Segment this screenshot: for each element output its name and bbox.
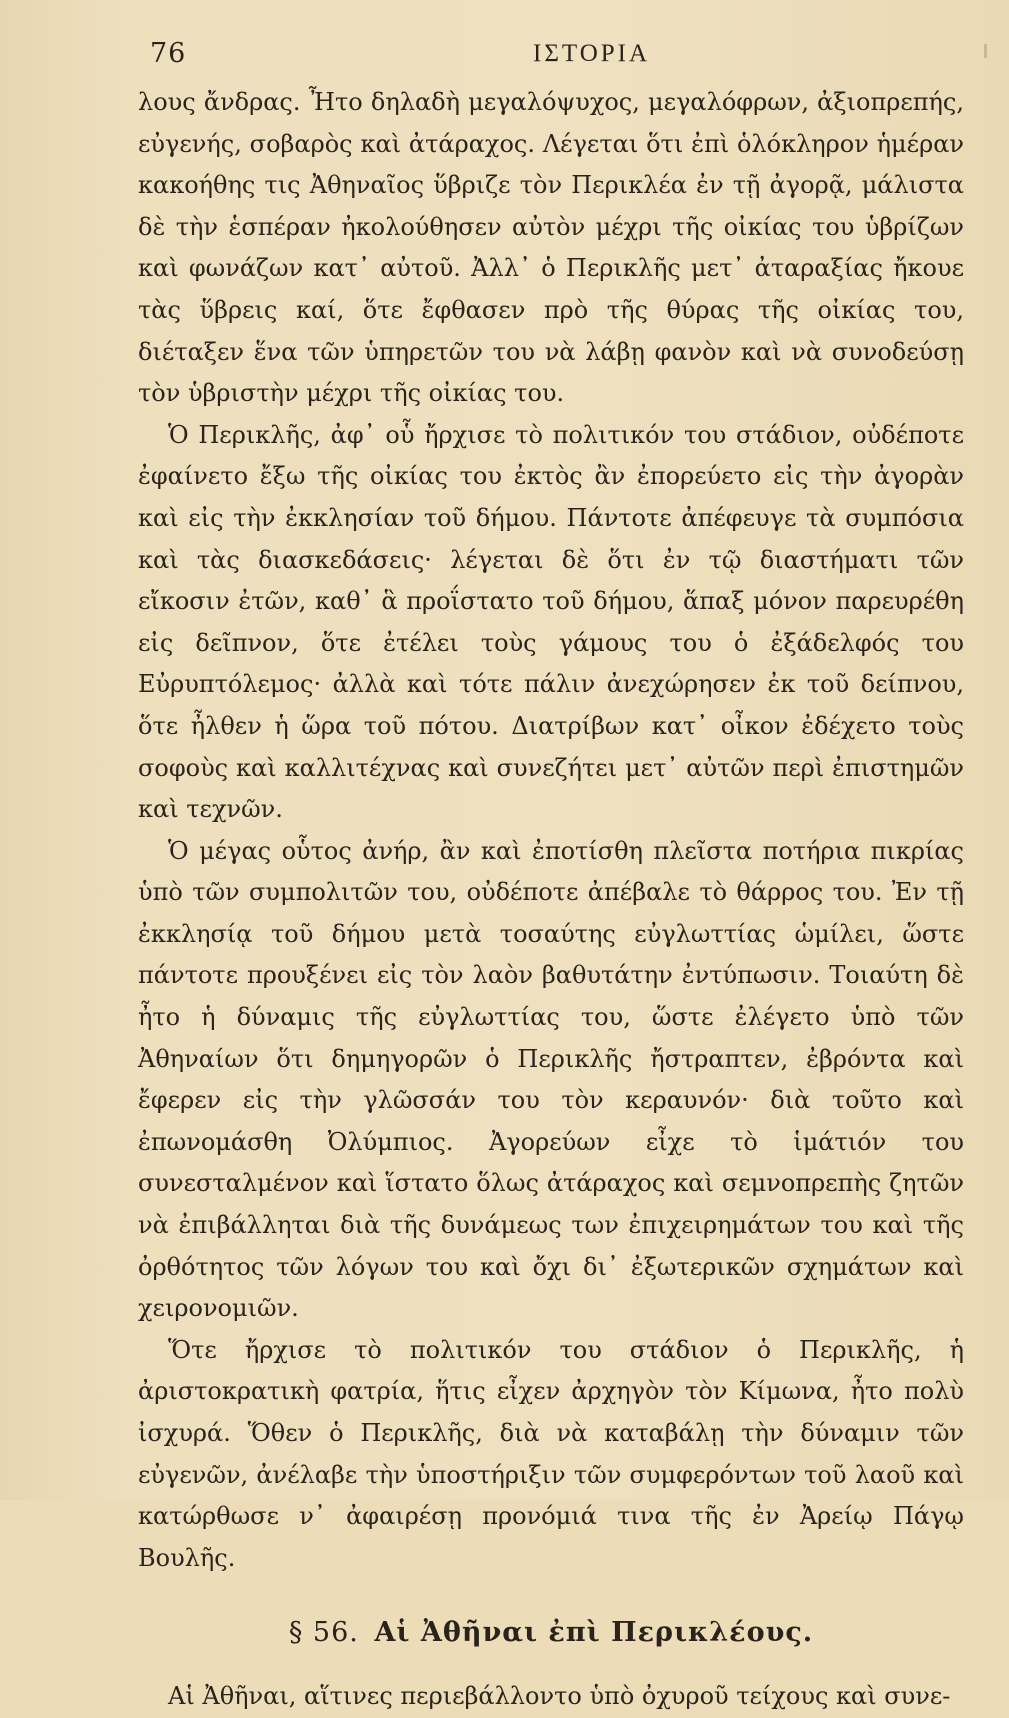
page-header: [138, 34, 938, 74]
section-heading: [138, 1612, 964, 1654]
body-text: [138, 82, 964, 1718]
paragraph-4: Ὅτε ἤρχισε τὸ πολιτικόν του στάδιον ὁ Περικλῆς, ἡ ἀριστοκρατικὴ φατρία, ἥτις εἶχεν ἀρχηγὸν τὸν Κίμωνα, ἦτο πολὺ ἰσχυρά. Ὅθεν ὁ Περικλῆς, διὰ νὰ καταβάλῃ τὴν δύναμιν τῶν εὐγενῶν, ἀνέλαβε τὴν ὑποστήριξιν τῶν συμφερόντων τοῦ λαοῦ καὶ κατώρθωσε ν᾽ ἀφαιρέσῃ προνόμιά τινα τῆς ἐν Ἀρείῳ Πάγῳ Βουλῆς.: [138, 1335, 964, 1572]
running-head: ΙΣΤΟΡΙΑ: [533, 40, 651, 67]
section-title: Αἱ Ἀθῆναι ἐπὶ Περικλέους.: [374, 1617, 814, 1649]
paragraph-3: Ὁ μέγας οὗτος ἀνήρ, ἂν καὶ ἐποτίσθη πλεῖστα ποτήρια πικρίας ὑπὸ τῶν συμπολιτῶν του, οὐδέποτε ἀπέβαλε τὸ θάρρος του. Ἐν τῇ ἐκκλησίᾳ τοῦ δήμου μετὰ τοσαύτης εὐγλωττίας ὡμίλει, ὥστε πάντοτε προυξένει εἰς τὸν λαὸν βαθυτάτην ἐντύπωσιν. Τοιαύτη δὲ ἦτο ἡ δύναμις τῆς εὐγλωττίας του, ὥστε ἐλέγετο ὑπὸ τῶν Ἀθηναίων ὅτι δημηγορῶν ὁ Περικλῆς ἤστραπτεν, ἐβρόντα καὶ ἔφερεν εἰς τὴν γλῶσσάν του τὸν κεραυνόν· διὰ τοῦτο καὶ ἐπωνομάσθη Ὀλύμπιος. Ἀγορεύων εἶχε τὸ ἱμάτιόν του συνεσταλμένον καὶ ἵστατο ὅλως ἀτάραχος καὶ σεμνοπρεπὴς ζητῶν νὰ ἐπιβάλληται διὰ τῆς δυνάμεως των ἐπιχειρημάτων του καὶ τῆς ὀρθότητος τῶν λόγων του καὶ ὄχι δι᾽ ἐξωτερικῶν σχημάτων καὶ χειρονομιῶν.: [138, 836, 964, 1323]
section-number: § 56.: [288, 1617, 359, 1649]
paragraph-1: λους ἄνδρας. Ἦτο δηλαδὴ μεγαλόψυχος, μεγαλόφρων, ἀξιοπρεπής, εὐγενής, σοβαρὸς καὶ ἀτάραχος. Λέγεται ὅτι ἐπὶ ὁλόκληρον ἡμέραν κακοήθης τις Ἀθηναῖος ὕβριζε τὸν Περικλέα ἐν τῇ ἀγορᾷ, μάλιστα δὲ τὴν ἑσπέραν ἠκολούθησεν αὐτὸν μέχρι τῆς οἰκίας του ὑβρίζων καὶ φωνάζων κατ᾽ αὐτοῦ. Ἀλλ᾽ ὁ Περικλῆς μετ᾽ ἀταραξίας ἤκουε τὰς ὕβρεις καί, ὅτε ἔφθασεν πρὸ τῆς θύρας τῆς οἰκίας του, διέταξεν ἕνα τῶν ὑπηρετῶν του νὰ λάβῃ φανὸν καὶ νὰ συνοδεύσῃ τὸν ὑβριστὴν μέχρι τῆς οἰκίας του.: [138, 88, 964, 408]
paragraph-5: Αἱ Ἀθῆναι, αἵτινες περιεβάλλοντο ὑπὸ ὀχυροῦ τείχους καὶ συνε-: [168, 1681, 951, 1710]
paragraph-2: Ὁ Περικλῆς, ἀφ᾽ οὗ ἤρχισε τὸ πολιτικόν του στάδιον, οὐδέποτε ἐφαίνετο ἔξω τῆς οἰκίας του ἐκτὸς ἂν ἐπορεύετο εἰς τὴν ἀγορὰν καὶ εἰς τὴν ἐκκλησίαν τοῦ δήμου. Πάντοτε ἀπέφευγε τὰ συμπόσια καὶ τὰς διασκεδάσεις· λέγεται δὲ ὅτι ἐν τῷ διαστήματι τῶν εἴκοσιν ἐτῶν, καθ᾽ ἃ προΐστατο τοῦ δήμου, ἅπαξ μόνον παρευρέθη εἰς δεῖπνον, ὅτε ἐτέλει τοὺς γάμους του ὁ ἐξάδελφός του Εὐρυπτόλεμος· ἀλλὰ καὶ τότε πάλιν ἀνεχώρησεν ἐκ τοῦ δείπνου, ὅτε ἦλθεν ἡ ὥρα τοῦ πότου. Διατρίβων κατ᾽ οἶκον ἐδέχετο τοὺς σοφοὺς καὶ καλλιτέχνας καὶ συνεζήτει μετ᾽ αὐτῶν περὶ ἐπιστημῶν καὶ τεχνῶν.: [138, 420, 964, 824]
margin-mark: [984, 44, 987, 58]
page-number: 76: [150, 38, 187, 69]
